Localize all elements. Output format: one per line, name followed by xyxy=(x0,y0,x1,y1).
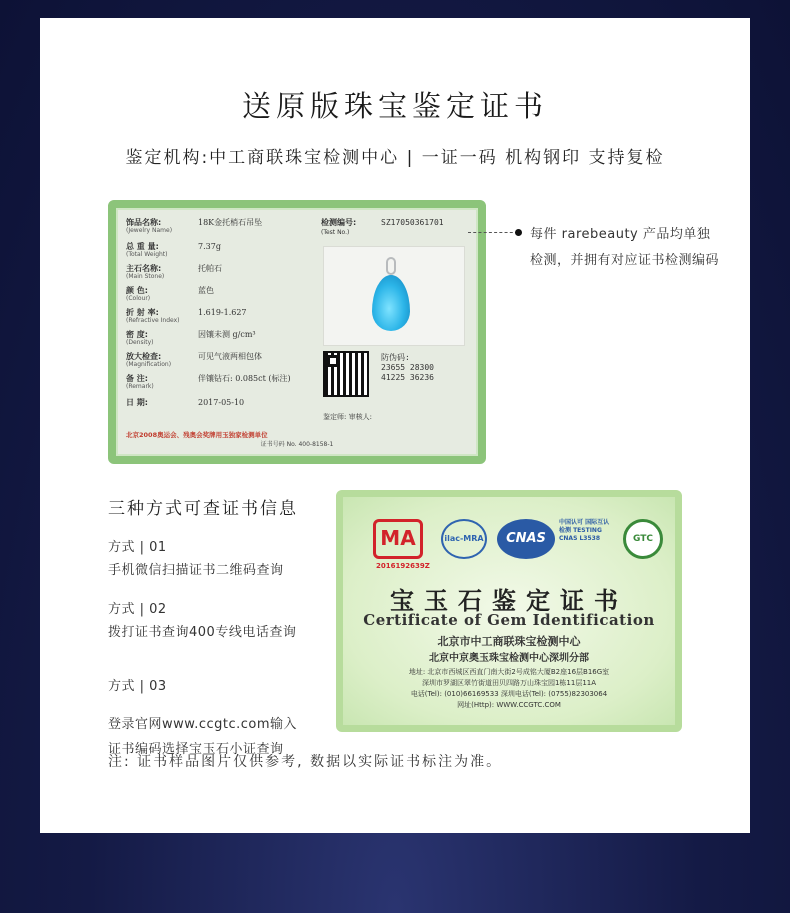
disclaimer-note: 注: 证书样品图片仅供参考, 数据以实际证书标注为准。 xyxy=(108,754,503,770)
issuer-line-2: 北京中京奥玉珠宝检测中心深圳分部 xyxy=(429,653,589,664)
page-subtitle: 鉴定机构:中工商联珠宝检测中心 | 一证一码 机构钢印 支持复检 xyxy=(125,148,665,168)
cert-foot-line: 证书号码 No. 400-8158-1 xyxy=(260,441,334,448)
method-text: 拨打证书查询400专线电话查询 xyxy=(108,625,297,640)
cma-logo-icon: MA 2016192639Z xyxy=(373,519,423,559)
checker-line: 鉴定师: 审核人: xyxy=(323,413,372,421)
method-label: 方式 | 03 xyxy=(108,679,167,694)
callout-connector xyxy=(468,232,518,233)
cnas-text: 中国认可 国际互认 检测 TESTING CNAS L3538 xyxy=(559,519,610,542)
cert-row: 饰品名称: (Jewelry Name) 18K金托梢石吊坠 xyxy=(126,218,263,234)
cert-row: 密 度: (Density) 因镶未测 g/cm³ xyxy=(126,330,256,346)
anti-counterfeit-code: 防伪码: 23655 28300 41225 36236 xyxy=(381,353,434,382)
cert-row: 备 注: (Remark) 伴镶钻石: 0.085ct (标注) xyxy=(126,374,291,390)
cert-row: 日 期: 2017-05-10 xyxy=(126,398,245,407)
certificate-cover-image xyxy=(336,490,682,732)
cert-row: 放大检查: (Magnification) 可见气液两相包体 xyxy=(126,352,262,368)
cnas-logo-icon: CNAS xyxy=(497,519,555,559)
issuer-line-1: 北京市中工商联珠宝检测中心 xyxy=(437,635,581,648)
method-text: 登录官网www.ccgtc.com输入 证书编码选择宝玉石小证查询 xyxy=(108,717,298,757)
method-text: 手机微信扫描证书二维码查询 xyxy=(108,563,284,578)
address-line-1: 地址: 北京市西城区西直门南大街2号成铭大厦B2座16层B16G室 xyxy=(408,668,610,676)
pendant-bail-icon xyxy=(386,257,396,275)
test-number-value: SZ17050361701 xyxy=(381,218,444,227)
blue-topaz-gem-icon xyxy=(372,275,410,331)
test-number-label: 检测编号: xyxy=(321,218,357,227)
certificate-title-en: Certificate of Gem Identification xyxy=(363,611,655,629)
ilac-mra-logo-icon: ilac-MRA xyxy=(441,519,487,559)
address-line-2: 深圳市罗湖区翠竹街道田贝四路万山珠宝园1栋11层11A xyxy=(421,679,597,687)
method-1 xyxy=(108,538,284,583)
callout-dot-icon xyxy=(515,229,522,236)
certificate-fields xyxy=(126,218,468,448)
section-title: 三种方式可查证书信息 xyxy=(108,499,298,519)
cert-row: 颜 色: (Colour) 蓝色 xyxy=(126,286,214,302)
gtc-seal-icon: GTC xyxy=(623,519,663,559)
content-panel xyxy=(40,18,750,833)
method-label: 方式 | 01 xyxy=(108,540,167,555)
website-line: 网址(Http): WWW.CCGTC.COM xyxy=(457,701,561,709)
pendant-photo xyxy=(323,246,465,346)
cert-row: 主石名称: (Main Stone) 托帕石 xyxy=(126,264,222,280)
cert-row: 总 重 量: (Total Weight) 7.37g xyxy=(126,242,221,258)
page-title: 送原版珠宝鉴定证书 xyxy=(241,89,548,123)
test-number-sub: (Test No.) xyxy=(321,229,350,236)
callout-text: 每件 rarebeauty 产品均单独检测，并拥有对应证书检测编码 xyxy=(530,227,720,268)
phone-line: 电话(Tel): (010)66169533 深圳电话(Tel): (0755)82303064 xyxy=(410,690,608,698)
accreditation-logos xyxy=(361,519,657,570)
qr-code-icon xyxy=(323,351,369,397)
method-label: 方式 | 02 xyxy=(108,602,167,617)
method-2 xyxy=(108,600,296,645)
certificate-title-cn: 宝玉石鉴定证书 xyxy=(390,586,628,615)
cert-red-line: 北京2008奥运会、残奥会奖牌用玉独家检测单位 xyxy=(126,431,268,439)
certificate-sample-image xyxy=(108,200,486,464)
cert-row: 折 射 率: (Refractive Index) 1.619-1.627 xyxy=(126,308,247,324)
